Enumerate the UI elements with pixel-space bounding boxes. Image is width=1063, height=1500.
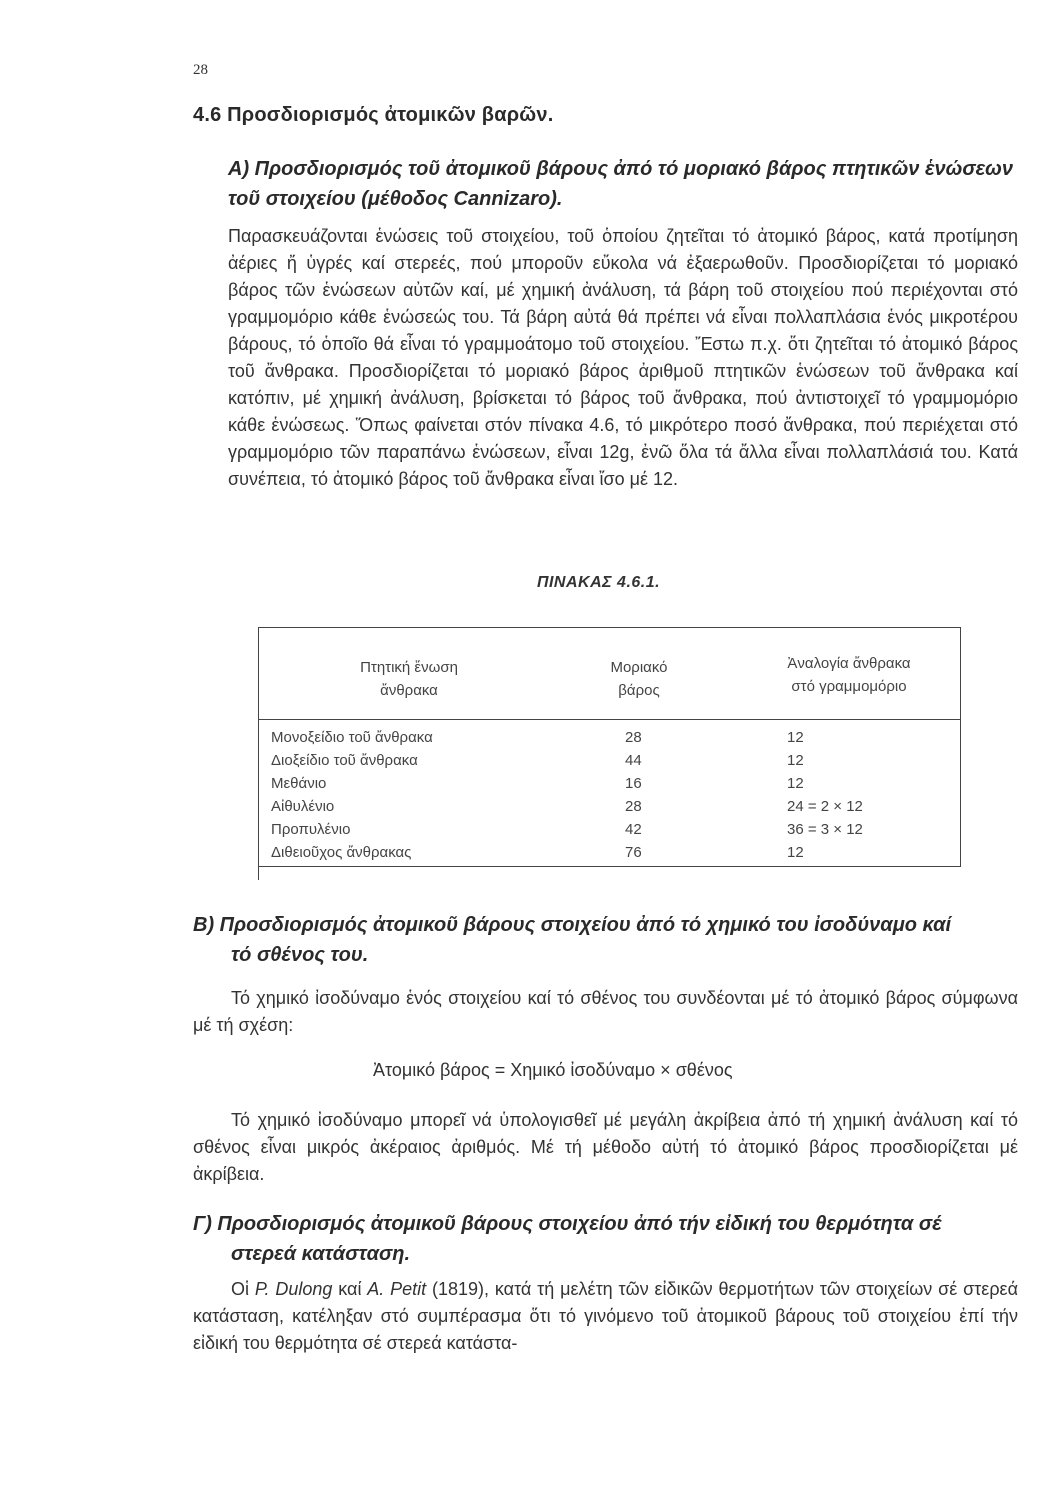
table-cell-ratio: 12 (787, 844, 804, 861)
table-header-compound (259, 656, 559, 702)
compounds-table (258, 627, 961, 867)
table-cell-ratio: 12 (787, 775, 804, 792)
table-cell-mass: 44 (625, 752, 642, 769)
subsection-b-heading (193, 910, 1023, 970)
table-cell-compound: Μεθάνιο (271, 775, 327, 792)
table-column-mass (625, 726, 642, 864)
header-compound-line2: ἄνθρακα (380, 682, 438, 699)
table-cell-compound: Προπυλένιο (271, 821, 351, 838)
table-caption: ΠΙΝΑΚΑΣ 4.6.1. (537, 574, 661, 591)
scientist-name-petit: A. Petit (367, 1279, 427, 1299)
table-column-compound (271, 726, 433, 864)
para-c-prefix: Οἱ (231, 1279, 255, 1299)
subsection-b-paragraph: Τό χημικό ἰσοδύναμο ἑνός στοιχείου καί τό σθένος του συνδέονται μέ τό ἀτομικό βάρος σύμφωνα μέ τή σχέση: (193, 988, 1018, 1035)
page-number: 28 (193, 62, 208, 78)
subsection-b-heading-line2: τό σθένος του. (231, 944, 369, 966)
table-cell-mass: 76 (625, 844, 642, 861)
subsection-b-heading-line1: Β) Προσδιορισμός ἀτομικοῦ βάρους στοιχείου ἀπό τό χημικό του ἰσοδύναμο καί (193, 914, 952, 936)
subsection-a-heading: Α) Προσδιορισμός τοῦ ἀτομικοῦ βάρους ἀπό τό μοριακό βάρος πτητικῶν ἑνώσεων τοῦ στοιχείου (μέθοδος Cannizaro). (228, 158, 1013, 210)
header-ratio-line2: στό γραμμομόριο (791, 678, 907, 695)
table-cell-compound: Διοξείδιο τοῦ ἄνθρακα (271, 752, 418, 769)
table-cell-mass: 16 (625, 775, 642, 792)
table-corner-stub (258, 866, 259, 880)
subsection-c-heading-line1: Γ) Προσδιορισμός ἀτομικοῦ βάρους στοιχείου ἀπό τήν εἰδική του θερμότητα σέ (193, 1213, 942, 1235)
header-mass-line1: Μοριακό (610, 659, 668, 676)
table-column-ratio (787, 726, 863, 864)
table-cell-compound: Αἰθυλένιο (271, 798, 335, 815)
table-cell-ratio: 24 = 2 × 12 (787, 798, 863, 815)
table-cell-mass: 42 (625, 821, 642, 838)
section-title: 4.6 Προσδιορισμός ἀτομικῶν βαρῶν. (193, 104, 554, 126)
table-cell-mass: 28 (625, 729, 642, 746)
para-c-middle: καί (332, 1279, 368, 1299)
table-header-carbon-ratio (739, 652, 959, 698)
table-cell-ratio: 12 (787, 752, 804, 769)
header-compound-line1: Πτητική ἕνωση (360, 659, 458, 676)
table-header-divider (259, 719, 960, 720)
table-cell-compound: Μονοξείδιο τοῦ ἄνθρακα (271, 729, 433, 746)
scientist-name-dulong: P. Dulong (254, 1279, 333, 1299)
table-cell-mass: 28 (625, 798, 642, 815)
table-header-molar-mass (549, 656, 729, 702)
header-mass-line2: βάρος (618, 682, 660, 699)
table-cell-ratio: 12 (787, 729, 804, 746)
table-cell-ratio: 36 = 3 × 12 (787, 821, 863, 838)
subsection-c-heading-line2: στερεά κατάσταση. (231, 1243, 411, 1265)
subsection-a-paragraph: Παρασκευάζονται ἑνώσεις τοῦ στοιχείου, τοῦ ὁποίου ζητεῖται τό ἀτομικό βάρος, κατά προτίμηση ἀέριες ἤ ὑγρές καί στερεές, πού μποροῦν εὔκολα νά ἐξαερωθοῦν. Προσδιορίζεται τό μοριακό βάρος τῶν ἑνώσεων αὐτῶν καί, μέ χημική ἀνάλυση, τά βάρη τοῦ στοιχείου πού περιέχονται στό γραμμομόριο κάθε ἑνώσεώς του. Τά βάρη αὐτά θά πρέπει νά εἶναι πολλαπλάσια ἑνός μικροτέρου βάρους, τό ὁποῖο θά εἶναι τό γραμμοάτομο τοῦ στοιχείου. Ἔστω π.χ. ὅτι ζητεῖται τό ἀτομικό βάρος τοῦ ἄνθρακα. Προσδιορίζεται τό μοριακό βάρος ἀριθμοῦ πτητικῶν ἑνώσεων τοῦ ἄνθρακα καί κατόπιν, μέ χημική ἀνάλυση, βρίσκεται τό βάρος τοῦ ἄνθρακα, πού ἀντιστοιχεῖ τό γραμμομόριο κάθε ἑνώσεως. Ὅπως φαίνεται στόν πίνακα 4.6, τό μικρότερο ποσό ἄνθρακα, πού περιέχεται στό γραμμομόριο τῶν παραπάνω ἑνώσεων, εἶναι 12g, ἐνῶ ὅλα τά ἄλλα εἶναι πολλαπλάσιά του. Κατά συνέπεια, τό ἀτομικό βάρος τοῦ ἄνθρακα εἶναι ἴσο μέ 12. (228, 226, 1018, 489)
header-ratio-line1: Ἀναλογία ἄνθρακα (787, 655, 911, 672)
table-cell-compound: Διθειοῦχος ἄνθρακας (271, 844, 412, 861)
subsection-b-paragraph-2: Τό χημικό ἰσοδύναμο μπορεῖ νά ὑπολογισθεῖ μέ μεγάλη ἀκρίβεια ἀπό τή χημική ἀνάλυση καί τό σθένος εἶναι μικρός ἀκέραιος ἀριθμός. Μέ τή μέθοδο αὐτή τό ἀτομικό βάρος προσδιορίζεται μέ ἀκρίβεια. (193, 1110, 1018, 1184)
subsection-c-paragraph (193, 1276, 1018, 1357)
subsection-c-heading (193, 1209, 1023, 1269)
para-c-rest: (1819), κατά τή μελέτη τῶν εἰδικῶν θερμοτήτων τῶν στοιχείων σέ στερεά κατάσταση, κατέληξαν στό συμπέρασμα ὅτι τό γινόμενο τοῦ ἀτομικοῦ βάρους τοῦ στοιχείου ἐπί τήν εἰδική του θερμότητα σέ στερεά κατάστα- (193, 1279, 1018, 1353)
atomic-weight-formula: Ἀτομικό βάρος = Χημικό ἰσοδύναμο × σθένος (373, 1060, 733, 1080)
